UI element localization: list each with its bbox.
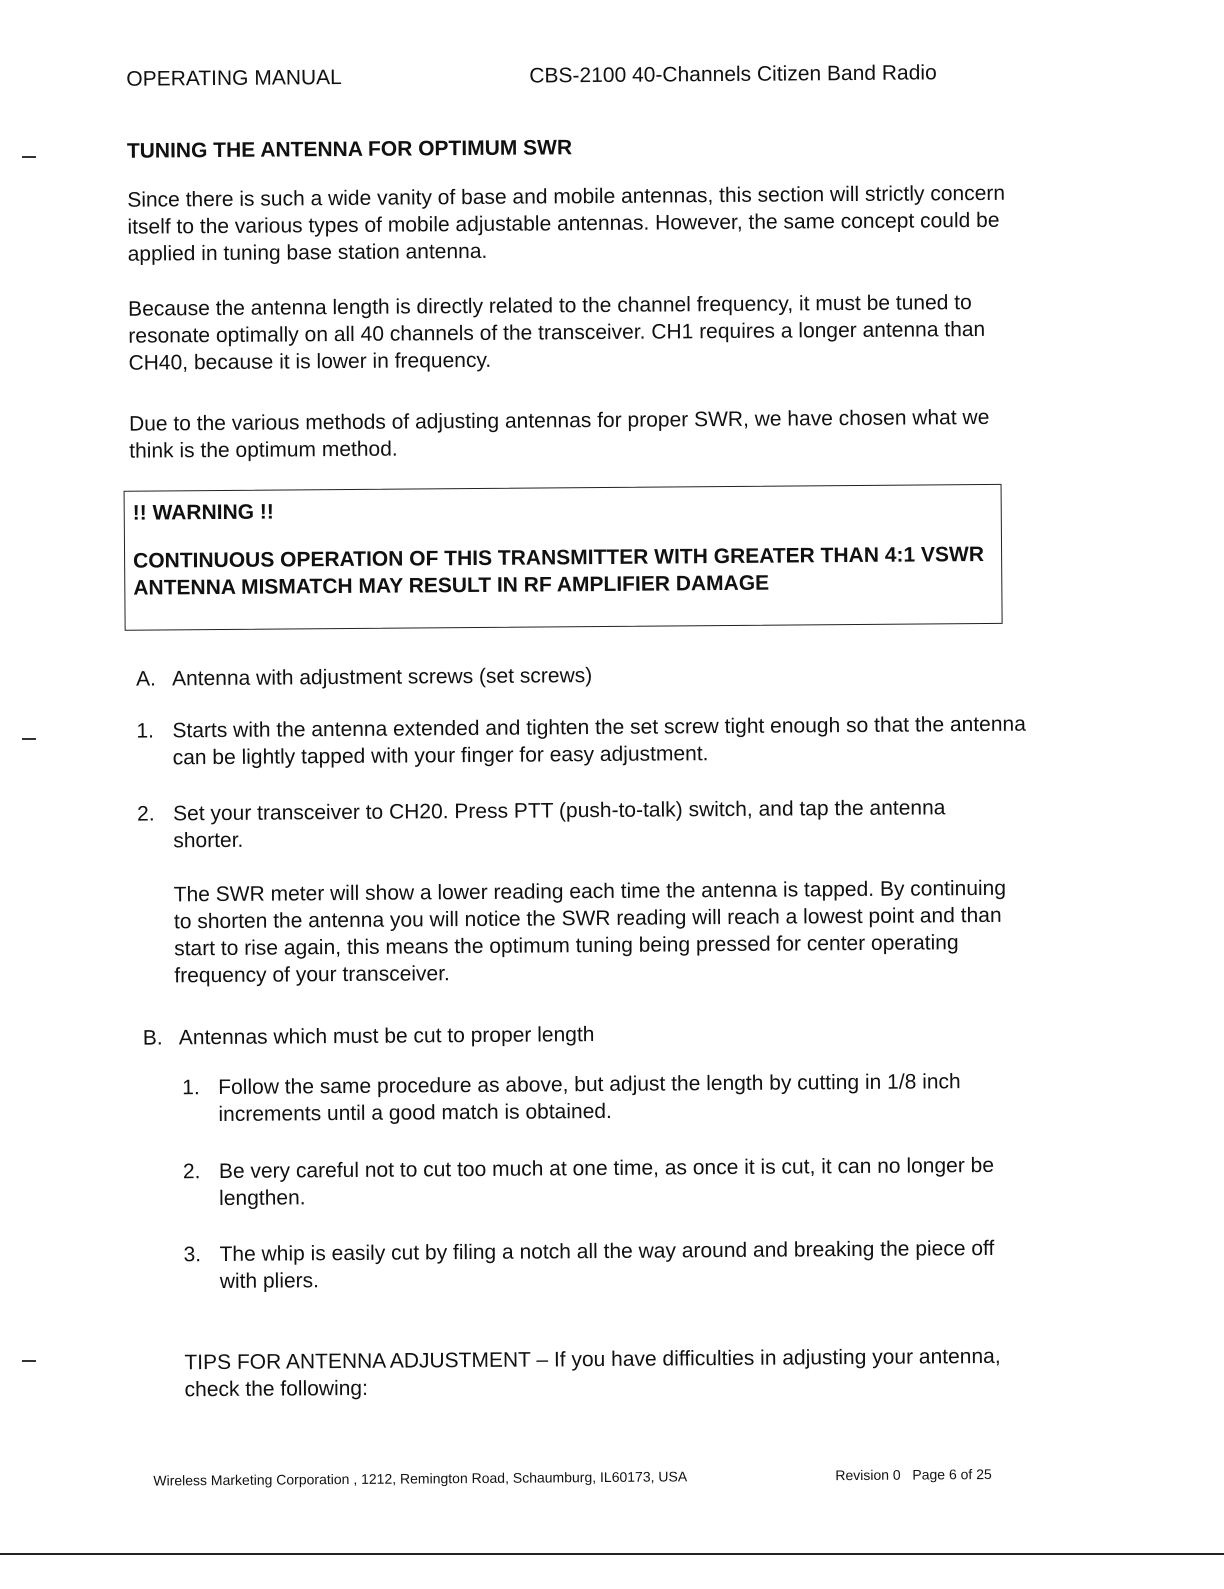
step-text: Starts with the antenna extended and tighten the set screw tight enough so that the antenna can be lightly tapped with your finger for easy adjustment. [172, 712, 1026, 770]
bottom-rule [0, 1553, 1224, 1555]
section-b-step-1 [182, 1068, 1042, 1135]
header-manual-label: OPERATING MANUAL [126, 66, 342, 91]
section-b-step-2 [183, 1152, 1043, 1219]
step-marker: 3. [183, 1243, 202, 1267]
section-b-heading [143, 1018, 1043, 1055]
section-title: TUNING THE ANTENNA FOR OPTIMUM SWR [126, 136, 573, 163]
margin-mark [22, 738, 36, 740]
section-b-marker: B. [142, 1026, 163, 1050]
step-marker: 1. [182, 1076, 200, 1100]
intro-paragraph-3: Due to the various methods of adjusting antennas for proper SWR, we have chosen what we think is the optimum method. [128, 405, 990, 463]
step-text: Follow the same procedure as above, but adjust the length by cutting in 1/8 inch increments until a good match is obtained. [218, 1070, 961, 1127]
section-a-step-2 [137, 794, 1037, 861]
step-marker: 2. [182, 1160, 201, 1184]
step-marker: 2. [137, 802, 155, 826]
intro-paragraph-2: Because the antenna length is directly related to the channel frequency, it must be tuned to resonate optimally on all 40 channels of the transceiver. CH1 requires a longer antenna than CH40, because it is lower in frequency. [128, 291, 986, 375]
section-a-note: The SWR meter will show a lower reading each time the antenna is tapped. By continuing to shorten the antenna you will notice the SWR reading will reach a lowest point and than start to rise again, this means the optimum tuning being pressed for center operating frequency of your transceiver. [173, 876, 1007, 988]
warning-box [124, 484, 1003, 631]
warning-text: CONTINUOUS OPERATION OF THIS TRANSMITTER WITH GREATER THAN 4:1 VSWR ANTENNA MISMATCH MAY RESULT IN RF AMPLIFIER DAMAGE [133, 542, 985, 600]
header-product-title: CBS-2100 40-Channels Citizen Band Radio [529, 61, 937, 88]
section-b-title: Antennas which must be cut to proper length [178, 1023, 595, 1050]
margin-mark [22, 1360, 36, 1362]
footer-address: Wireless Marketing Corporation , 1212, Remington Road, Schaumburg, IL60173, USA [153, 1468, 688, 1489]
step-marker: 1. [136, 719, 155, 743]
section-a-title: Antenna with adjustment screws (set screws) [171, 664, 593, 691]
step-text: Be very careful not to cut too much at one time, as once it is cut, it can no longer be lengthen. [218, 1153, 995, 1211]
section-a-marker: A. [135, 667, 156, 691]
section-a-heading [136, 659, 1036, 696]
margin-mark [22, 156, 36, 158]
section-b-step-3 [183, 1235, 1043, 1302]
footer-page-info: Revision 0 Page 6 of 25 [835, 1465, 992, 1484]
section-a-step-1 [136, 711, 1036, 778]
tips-paragraph: TIPS FOR ANTENNA ADJUSTMENT – If you have difficulties in adjusting your antenna, check the following: [184, 1344, 1001, 1402]
warning-title: !! WARNING !! [132, 500, 274, 525]
intro-paragraph-1: Since there is such a wide vanity of base and mobile antennas, this section will strictly concern itself to the various types of mobile adjustable antennas. However, the same concept could be applied in tuning base station antenna. [127, 181, 1006, 266]
step-text: The whip is easily cut by filing a notch all the way around and breaking the piece off with pliers. [219, 1236, 995, 1294]
step-text: Set your transceiver to CH20. Press PTT (push-to-talk) switch, and tap the antenna shorter. [173, 796, 946, 853]
